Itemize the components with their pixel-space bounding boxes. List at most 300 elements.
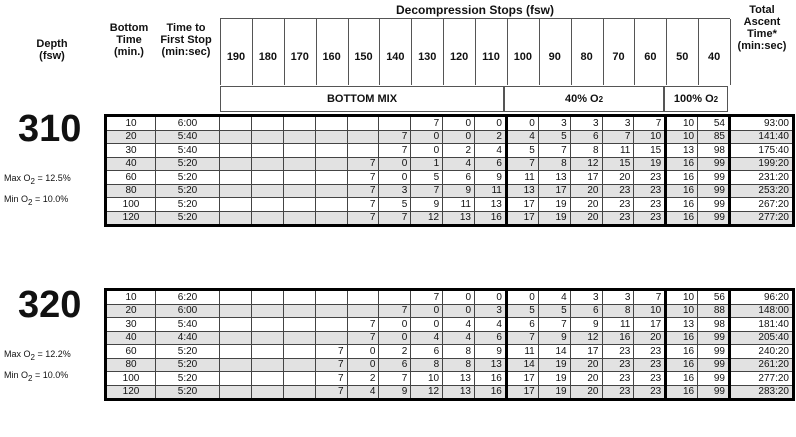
stop-time-cell	[251, 144, 283, 158]
stop-time-cell: 16	[475, 211, 507, 226]
stop-time-cell: 4	[506, 130, 538, 144]
bottom-time-cell: 10	[106, 290, 156, 305]
table-row	[106, 331, 794, 345]
stop-depth-label: 190	[226, 51, 246, 63]
stop-time-cell	[283, 144, 315, 158]
stop-time-cell: 23	[602, 345, 634, 359]
stop-time-cell: 0	[379, 157, 411, 171]
stop-time-cell: 85	[698, 130, 730, 144]
total-ascent-cell: 277:20	[730, 372, 794, 386]
stop-time-cell: 10	[634, 304, 666, 318]
total-ascent-header: Total Ascent Time* (min:sec)	[737, 4, 787, 52]
depth-320: 320	[18, 284, 82, 326]
stop-time-cell: 4	[347, 385, 379, 400]
stop-time-cell: 0	[506, 290, 538, 305]
bottom-time-cell: 120	[106, 385, 156, 400]
stop-time-cell	[315, 171, 347, 185]
stop-time-cell: 7	[347, 331, 379, 345]
stop-time-cell: 7	[379, 304, 411, 318]
stop-time-cell: 3	[570, 290, 602, 305]
stop-time-cell: 9	[475, 345, 507, 359]
stop-time-cell	[251, 116, 283, 131]
stop-time-cell	[220, 198, 252, 212]
table-row	[106, 157, 794, 171]
stop-time-cell: 6	[475, 157, 507, 171]
stop-time-cell: 8	[570, 144, 602, 158]
stop-time-cell: 7	[315, 385, 347, 400]
stop-time-cell: 4	[411, 331, 443, 345]
stop-time-cell	[315, 304, 347, 318]
bottom-time-cell: 100	[106, 198, 156, 212]
stop-depth-label: 70	[612, 51, 625, 63]
stop-time-cell: 4	[443, 318, 475, 332]
stop-time-cell: 23	[634, 345, 666, 359]
min-o2-320: Min $O_2 = 10.0\%$	[4, 369, 69, 383]
stop-time-cell	[251, 198, 283, 212]
stop-time-cell: 10	[666, 116, 698, 131]
stop-time-cell: 17	[506, 372, 538, 386]
decompression-stops-header: Decompression Stops (fsw)	[395, 3, 555, 17]
stop-time-cell: 7	[379, 130, 411, 144]
total-ascent-cell: 261:20	[730, 358, 794, 372]
stop-time-cell: 13	[666, 144, 698, 158]
stop-time-cell: 14	[538, 345, 570, 359]
total-ascent-cell: 181:40	[730, 318, 794, 332]
stop-time-cell: 9	[379, 385, 411, 400]
time-first-stop-cell: 6:00	[156, 116, 220, 131]
stop-time-cell: 16	[666, 198, 698, 212]
stop-time-cell	[283, 358, 315, 372]
stop-time-cell	[251, 184, 283, 198]
time-first-stop-cell: 5:40	[156, 130, 220, 144]
stop-time-cell: 23	[602, 211, 634, 226]
stop-depth-label: 150	[354, 51, 373, 63]
stop-time-cell: 11	[506, 345, 538, 359]
stop-time-cell	[220, 157, 252, 171]
stop-time-cell: 23	[634, 372, 666, 386]
stop-time-cell: 99	[698, 157, 730, 171]
total-ascent-cell: 267:20	[730, 198, 794, 212]
stop-time-cell: 7	[411, 184, 443, 198]
stop-depth-label: 110	[482, 51, 500, 63]
bottom-time-cell: 40	[106, 157, 156, 171]
table-310	[104, 114, 795, 227]
stop-time-cell: 16	[666, 211, 698, 226]
o2-limits-320	[4, 348, 71, 385]
stop-depth-label: 80	[580, 51, 593, 63]
stop-time-cell	[283, 304, 315, 318]
stop-time-cell: 17	[634, 318, 666, 332]
stop-time-cell: 11	[443, 198, 475, 212]
stop-time-cell	[315, 116, 347, 131]
stop-time-cell: 99	[698, 358, 730, 372]
stop-time-cell: 19	[538, 385, 570, 400]
stop-time-cell: 10	[666, 304, 698, 318]
total-ascent-cell: 175:40	[730, 144, 794, 158]
stop-time-cell: 13	[443, 385, 475, 400]
time-first-stop-cell: 5:20	[156, 171, 220, 185]
stop-time-cell: 7	[347, 157, 379, 171]
stop-time-cell	[315, 211, 347, 226]
stop-time-cell: 3	[379, 184, 411, 198]
stop-time-cell	[283, 157, 315, 171]
stop-time-cell: 54	[698, 116, 730, 131]
stop-time-cell: 19	[538, 372, 570, 386]
total-ascent-cell: 205:40	[730, 331, 794, 345]
table-row	[106, 372, 794, 386]
stop-depth-label: 90	[548, 51, 561, 63]
stop-time-cell: 10	[634, 130, 666, 144]
stop-time-cell	[283, 345, 315, 359]
stop-time-cell: 6	[443, 171, 475, 185]
stop-time-cell: 16	[666, 331, 698, 345]
time-first-stop-cell: 5:40	[156, 318, 220, 332]
stop-time-cell	[283, 184, 315, 198]
stop-time-cell	[220, 372, 252, 386]
table-row	[106, 318, 794, 332]
stop-time-cell: 13	[475, 358, 507, 372]
stop-time-cell: 13	[666, 318, 698, 332]
stop-depth-label: 40	[708, 51, 721, 63]
gas-100-sub: 2	[713, 94, 719, 104]
stop-time-cell: 0	[411, 304, 443, 318]
stop-time-cell: 23	[634, 385, 666, 400]
stop-time-cell: 20	[570, 385, 602, 400]
time-first-stop-cell: 5:20	[156, 198, 220, 212]
stop-time-cell: 99	[698, 385, 730, 400]
stop-time-cell: 23	[634, 171, 666, 185]
stop-time-cell: 2	[379, 345, 411, 359]
total-ascent-cell: 240:20	[730, 345, 794, 359]
stop-time-cell: 0	[379, 331, 411, 345]
stop-time-cell: 7	[538, 318, 570, 332]
stop-time-cell: 5	[506, 144, 538, 158]
stop-time-cell: 6	[570, 130, 602, 144]
stop-time-cell: 0	[379, 318, 411, 332]
table-row	[106, 358, 794, 372]
table-row	[106, 130, 794, 144]
stop-time-cell: 4	[475, 318, 507, 332]
stop-depth-label: 170	[290, 51, 309, 63]
stop-time-cell	[220, 385, 252, 400]
stop-time-cell	[220, 184, 252, 198]
stop-time-cell: 17	[506, 385, 538, 400]
table-320	[104, 288, 795, 401]
stop-time-cell: 7	[347, 184, 379, 198]
stop-time-cell: 98	[698, 144, 730, 158]
stop-time-cell	[251, 171, 283, 185]
stop-time-cell	[347, 290, 379, 305]
table-row	[106, 144, 794, 158]
stop-time-cell: 9	[443, 184, 475, 198]
stop-time-cell: 11	[475, 184, 507, 198]
stop-time-cell: 12	[570, 331, 602, 345]
stop-time-cell: 16	[666, 358, 698, 372]
stop-depth-label: 50	[676, 51, 689, 63]
stop-time-cell: 0	[347, 345, 379, 359]
time-first-stop-cell: 5:20	[156, 385, 220, 400]
stop-time-cell: 13	[443, 211, 475, 226]
stop-time-cell: 99	[698, 372, 730, 386]
table-row	[106, 345, 794, 359]
total-ascent-cell: 253:20	[730, 184, 794, 198]
stop-time-cell: 16	[666, 372, 698, 386]
stop-time-cell	[220, 144, 252, 158]
stop-depth-label: 100	[513, 51, 533, 63]
stop-time-cell: 0	[379, 171, 411, 185]
gas-40-label: 40% O	[564, 93, 599, 105]
stop-time-cell: 2	[443, 144, 475, 158]
stop-time-cell: 8	[602, 304, 634, 318]
table-row	[106, 116, 794, 131]
time-first-stop-cell: 5:20	[156, 211, 220, 226]
total-ascent-cell: 141:40	[730, 130, 794, 144]
stop-time-cell	[283, 116, 315, 131]
stop-time-cell: 0	[347, 358, 379, 372]
stop-time-cell: 99	[698, 345, 730, 359]
stop-time-cell: 99	[698, 171, 730, 185]
stop-time-cell: 10	[411, 372, 443, 386]
stop-time-cell: 16	[666, 157, 698, 171]
depth-header: Depth (fsw)	[36, 38, 68, 62]
max-o2-320: Max $O_2 = 12.2\%$	[4, 349, 71, 362]
stop-time-cell	[315, 331, 347, 345]
stop-time-cell: 0	[475, 290, 507, 305]
stop-time-cell: 0	[506, 116, 538, 131]
stop-time-cell: 0	[411, 318, 443, 332]
stop-time-cell: 0	[411, 130, 443, 144]
stop-time-cell	[379, 116, 411, 131]
table-row	[106, 198, 794, 212]
stop-time-cell	[315, 157, 347, 171]
stop-time-cell: 20	[570, 372, 602, 386]
stop-time-cell	[220, 290, 252, 305]
stop-time-cell: 88	[698, 304, 730, 318]
stop-time-cell: 6	[570, 304, 602, 318]
stop-time-cell: 6	[411, 345, 443, 359]
stop-depth-label: 180	[258, 51, 278, 63]
bottom-time-header: Bottom Time (min.)	[109, 22, 149, 58]
stop-time-cell	[283, 198, 315, 212]
stop-time-cell: 7	[379, 144, 411, 158]
stop-time-cell: 2	[347, 372, 379, 386]
stop-time-cell: 3	[602, 290, 634, 305]
stop-depth-label: 60	[644, 51, 657, 63]
stop-time-cell: 12	[570, 157, 602, 171]
stop-depth-label: 140	[386, 51, 405, 63]
stop-time-cell: 0	[443, 304, 475, 318]
stop-time-cell: 16	[475, 385, 507, 400]
table-row	[106, 171, 794, 185]
time-first-stop-cell: 5:40	[156, 144, 220, 158]
stop-time-cell: 11	[506, 171, 538, 185]
stop-depth-label: 130	[418, 51, 437, 63]
stop-time-cell	[251, 385, 283, 400]
stop-time-cell	[347, 116, 379, 131]
stop-time-cell: 3	[570, 116, 602, 131]
min-o2-310: Min $O_2 = 10.0\%$	[4, 193, 69, 207]
stop-time-cell: 16	[602, 331, 634, 345]
stop-time-cell: 5	[506, 304, 538, 318]
stop-time-cell	[283, 171, 315, 185]
stop-time-cell	[283, 372, 315, 386]
stop-time-cell: 23	[602, 372, 634, 386]
table-row	[106, 211, 794, 226]
bottom-time-cell: 80	[106, 358, 156, 372]
stop-time-cell: 23	[602, 184, 634, 198]
stop-time-cell: 16	[666, 385, 698, 400]
table-row	[106, 304, 794, 318]
stop-time-cell: 6	[475, 331, 507, 345]
stop-time-cell: 5	[411, 171, 443, 185]
stop-time-cell: 3	[538, 116, 570, 131]
stop-time-cell: 3	[475, 304, 507, 318]
bottom-time-cell: 80	[106, 184, 156, 198]
stop-time-cell: 14	[506, 358, 538, 372]
bottom-time-cell: 120	[106, 211, 156, 226]
stop-time-cell	[220, 211, 252, 226]
bottom-time-cell: 20	[106, 130, 156, 144]
stop-time-cell	[251, 345, 283, 359]
stop-time-cell	[220, 116, 252, 131]
stop-time-cell: 19	[634, 157, 666, 171]
stop-time-cell: 17	[506, 198, 538, 212]
stop-time-cell: 3	[602, 116, 634, 131]
stop-time-cell	[315, 130, 347, 144]
stop-time-cell: 8	[538, 157, 570, 171]
stop-time-cell: 7	[411, 116, 443, 131]
stop-time-cell: 7	[347, 198, 379, 212]
stop-time-cell: 7	[538, 144, 570, 158]
stop-time-cell: 17	[538, 184, 570, 198]
stop-time-cell: 99	[698, 184, 730, 198]
stop-time-cell: 11	[602, 144, 634, 158]
time-first-stop-cell: 5:20	[156, 184, 220, 198]
time-first-stop-cell: 4:40	[156, 331, 220, 345]
stop-time-cell: 12	[411, 211, 443, 226]
stop-time-cell	[220, 358, 252, 372]
stop-time-cell: 23	[634, 198, 666, 212]
stop-time-cell: 13	[475, 198, 507, 212]
stop-depth-label: 120	[449, 51, 469, 63]
stop-time-cell: 20	[570, 198, 602, 212]
time-first-stop-cell: 5:20	[156, 345, 220, 359]
stop-time-cell: 7	[506, 331, 538, 345]
time-first-stop-cell: 5:20	[156, 372, 220, 386]
stop-time-cell: 20	[570, 358, 602, 372]
total-ascent-cell: 96:20	[730, 290, 794, 305]
o2-limits-310	[4, 172, 71, 209]
stop-time-cell: 99	[698, 331, 730, 345]
stop-time-cell	[315, 198, 347, 212]
stop-time-cell: 15	[634, 144, 666, 158]
gas-100-label: 100% O	[673, 93, 714, 105]
stop-time-cell	[283, 318, 315, 332]
total-ascent-cell: 283:20	[730, 385, 794, 400]
stop-time-cell: 7	[411, 290, 443, 305]
stop-time-cell: 6	[379, 358, 411, 372]
total-ascent-cell: 148:00	[730, 304, 794, 318]
stop-time-cell: 0	[475, 116, 507, 131]
stop-time-cell: 56	[698, 290, 730, 305]
bottom-time-cell: 20	[106, 304, 156, 318]
stop-time-cell: 23	[602, 385, 634, 400]
stop-time-cell: 0	[411, 144, 443, 158]
stop-time-cell: 6	[506, 318, 538, 332]
bottom-time-cell: 10	[106, 116, 156, 131]
stop-time-cell	[220, 318, 252, 332]
stop-time-cell: 20	[570, 211, 602, 226]
stop-time-cell	[220, 331, 252, 345]
stop-time-cell: 7	[506, 157, 538, 171]
stop-time-cell: 23	[634, 211, 666, 226]
total-ascent-cell: 231:20	[730, 171, 794, 185]
stop-time-cell: 5	[538, 304, 570, 318]
time-first-stop-cell: 5:20	[156, 157, 220, 171]
stop-time-cell	[315, 290, 347, 305]
stop-time-cell	[251, 318, 283, 332]
stop-time-cell	[220, 130, 252, 144]
stop-time-cell: 19	[538, 358, 570, 372]
time-first-stop-cell: 6:20	[156, 290, 220, 305]
depth-310: 310	[18, 108, 82, 150]
time-first-stop-header: Time to First Stop (min:sec)	[160, 22, 212, 58]
gas-bottom-mix-label: BOTTOM MIX	[326, 93, 398, 105]
stop-time-cell	[347, 130, 379, 144]
bottom-time-cell: 30	[106, 318, 156, 332]
stop-time-cell: 15	[602, 157, 634, 171]
stop-time-cell: 5	[538, 130, 570, 144]
stop-time-cell: 4	[443, 331, 475, 345]
stop-time-cell: 9	[475, 171, 507, 185]
stop-time-cell: 16	[475, 372, 507, 386]
stop-time-cell: 16	[666, 345, 698, 359]
stop-time-cell: 7	[634, 290, 666, 305]
stop-time-cell: 8	[411, 358, 443, 372]
stop-time-cell	[251, 372, 283, 386]
stop-time-cell: 7	[379, 211, 411, 226]
stop-time-cell: 7	[315, 372, 347, 386]
bottom-time-cell: 60	[106, 171, 156, 185]
stop-time-cell	[251, 304, 283, 318]
gas-100-o2	[664, 86, 728, 112]
stop-time-cell	[251, 157, 283, 171]
stop-time-cell: 19	[538, 211, 570, 226]
stop-time-cell: 8	[443, 358, 475, 372]
stop-time-cell: 20	[634, 331, 666, 345]
stop-time-cell	[251, 130, 283, 144]
stop-time-cell: 20	[570, 184, 602, 198]
stop-depth-header-row	[220, 18, 730, 85]
stop-time-cell	[283, 331, 315, 345]
stop-time-cell: 8	[443, 345, 475, 359]
total-ascent-cell: 199:20	[730, 157, 794, 171]
stop-time-cell: 16	[666, 171, 698, 185]
stop-time-cell: 13	[506, 184, 538, 198]
stop-time-cell: 16	[666, 184, 698, 198]
stop-time-cell	[283, 211, 315, 226]
stop-time-cell: 9	[411, 198, 443, 212]
stop-time-cell: 0	[443, 130, 475, 144]
stop-time-cell	[251, 290, 283, 305]
stop-time-cell	[283, 130, 315, 144]
stop-time-cell: 99	[698, 198, 730, 212]
stop-time-cell: 17	[506, 211, 538, 226]
stop-time-cell: 0	[443, 116, 475, 131]
stop-time-cell: 7	[315, 345, 347, 359]
stop-time-cell	[251, 331, 283, 345]
stop-time-cell	[220, 304, 252, 318]
